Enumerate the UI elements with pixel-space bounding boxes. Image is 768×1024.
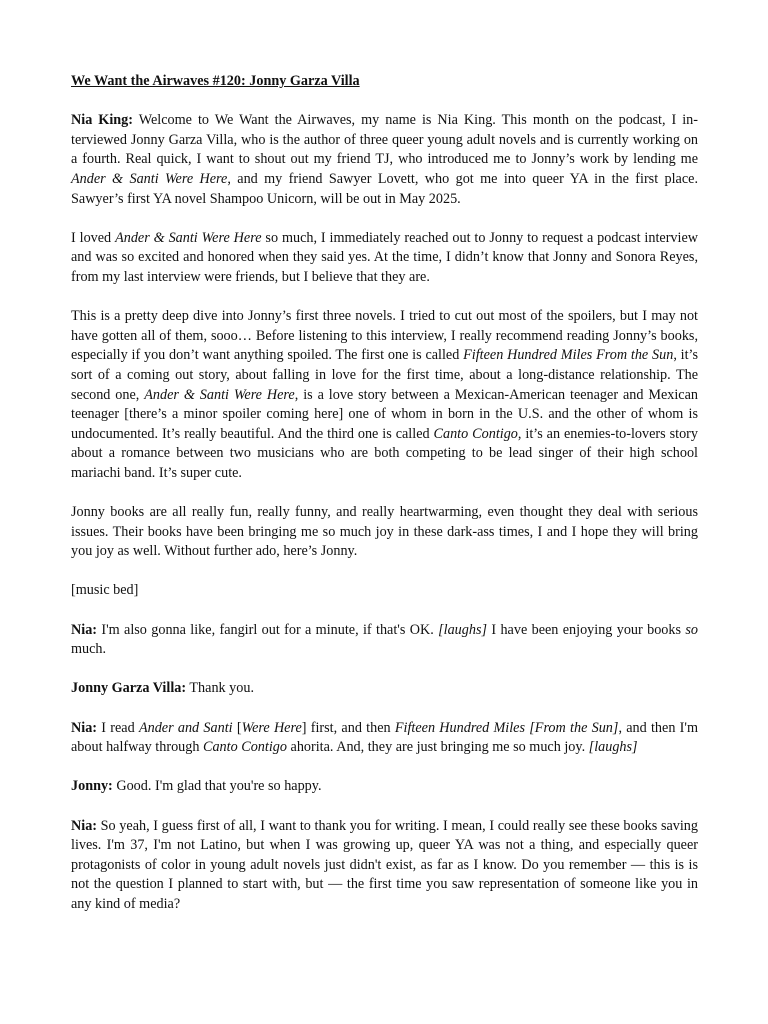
text-run: [ xyxy=(232,719,242,736)
text-run: Good. I'm glad that you're so happy. xyxy=(112,778,322,795)
text-run: I read xyxy=(97,719,139,736)
book-title: Ander & Santi Were Here xyxy=(71,170,228,187)
text-run: , and my friend Sawyer Lovett, who got me into queer YA in the first place. Sawyer’s first YA novel Shampoo Unicorn, will be out in May 2025. xyxy=(71,170,698,207)
book-title: Ander and Santi xyxy=(138,719,233,736)
book-title: Canto Contigo xyxy=(203,739,287,756)
text-run: , it’s an enemies-to-lovers story about a romance between two musicians who are both competing to be lead singer of their high school mariachi band. It’s super cute. xyxy=(71,425,698,481)
paragraph-nia-fangirl xyxy=(71,621,698,660)
text-run: So yeah, I guess first of all, I want to thank you for writing. I mean, I could really see these books saving lives. I'm 37, I'm not Latino, but when I was growing up, queer YA was not a thing, and especially queer protagonists of color in young adult novels just didn't exist, as far as I know. Do you remember — this is is not the question I planned to start with, but — the first time you saw representation of someone like you in any kind of media? xyxy=(71,817,698,912)
book-title: Ander & Santi Were Here xyxy=(115,229,262,246)
speaker-label: Nia King: xyxy=(71,112,133,129)
stage-direction: [laughs] xyxy=(588,739,638,756)
book-title: Fifteen Hundred Miles From the Sun xyxy=(463,347,674,364)
paragraph-intro xyxy=(71,111,698,209)
text-run: , is a love story between a Mexican-American teenager and Mexican teenager [there’s a minor spoiler coming here] one of whom in born in the U.S. and the other of whom is undocumented. It’s really beautiful. And the third one is called xyxy=(71,386,698,442)
text-run: [music bed] xyxy=(71,582,139,599)
book-title: Were Here xyxy=(241,719,302,736)
book-title: Canto Contigo xyxy=(433,425,518,442)
text-run: ahorita. And, they are just bringing me so much joy. xyxy=(286,739,589,756)
text-run: so much, I immediately reached out to Jonny to request a podcast interview and was so excited and honored when they said yes. At the time, I didn’t know that Jonny and Sonora Reyes, from my last interview were friends, but I believe that they are. xyxy=(71,229,699,285)
paragraph-nia-read xyxy=(71,719,698,758)
book-title: Ander & Santi Were Here xyxy=(144,386,295,403)
text-run: I loved xyxy=(71,229,116,246)
text-run: ] first, and then xyxy=(301,719,395,736)
text-run: Jonny books are all really fun, really funny, and really heartwarming, even thought they deal with serious issues. Their books have been bringing me so much joy in these dark-ass times, I and I hope they will bring you joy as well. Without further ado, here’s Jonny. xyxy=(71,504,698,560)
paragraph-jonny-thanks xyxy=(71,679,698,699)
paragraph-loved xyxy=(71,229,698,288)
stage-direction: [laughs] xyxy=(438,621,488,638)
speaker-label: Jonny Garza Villa: xyxy=(71,680,187,697)
text-run: This is a pretty deep dive into Jonny’s first three novels. I tried to cut out most of the spoilers, but I may not have gotten all of them, sooo… Before listening to this interview, I really recommend reading Jonny’s books, especially if you don’t want anything spoiled. The first one is called xyxy=(71,308,698,364)
paragraph-books-fun xyxy=(71,503,698,562)
paragraph-music-bed xyxy=(71,581,698,601)
text-run: I have been enjoying your books xyxy=(487,621,686,638)
paragraph-jonny-good xyxy=(71,777,698,797)
text-run: Thank you. xyxy=(186,680,255,697)
text-run: I'm also gonna like, fangirl out for a minute, if that's OK. xyxy=(97,621,439,638)
book-title: Fifteen Hundred Miles [From the Sun] xyxy=(394,719,619,736)
text-run: , and then I'm about halfway through xyxy=(71,719,698,756)
text-run: , it’s sort of a coming out story, about falling in love for the first time, about a long-distance relationship. The second one, xyxy=(71,347,698,403)
paragraph-nia-question xyxy=(71,817,698,915)
text-run: much. xyxy=(71,641,107,658)
text-run: Welcome to We Want the Airwaves, my name is Nia King. This month on the podcast, I interviewed Jonny Garza Villa, who is the author of three queer young adult novels and is currently working on a fourth. Real quick, I want to shout out my friend TJ, who introduced me to Jonny’s work by lending me xyxy=(71,112,699,168)
speaker-label: Nia: xyxy=(71,621,98,638)
speaker-label: Nia: xyxy=(71,719,98,736)
paragraph-deep-dive xyxy=(71,307,698,483)
document-title: We Want the Airwaves #120: Jonny Garza Villa xyxy=(71,73,360,89)
transcript-page xyxy=(71,72,698,915)
emphasis: so xyxy=(685,621,698,638)
speaker-label: Nia: xyxy=(71,817,98,834)
speaker-label: Jonny: xyxy=(71,778,113,795)
